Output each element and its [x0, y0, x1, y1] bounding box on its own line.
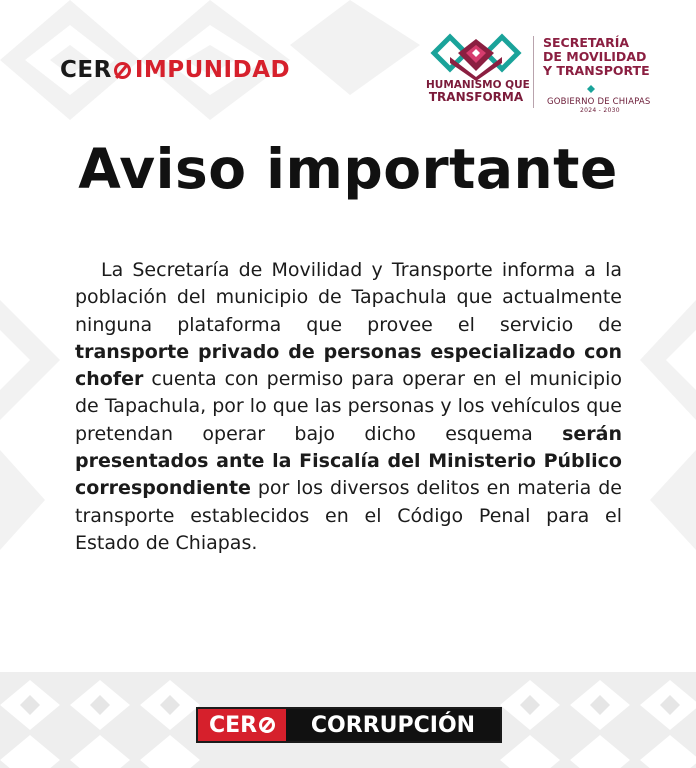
page-title: Aviso importante — [78, 137, 618, 201]
secretaria-line1: SECRETARÍA — [543, 35, 630, 50]
humanismo-line1: HUMANISMO QUE — [426, 79, 530, 91]
secretaria-line2: DE MOVILIDAD — [543, 49, 647, 64]
cero-red-block — [198, 709, 286, 741]
body-text-1: La Secretaría de Movilidad y Transporte informa a la población del municipio de Tapachula que actualmente ninguna plataforma que provee el servicio de — [75, 259, 622, 336]
years-label: 2024 - 2030 — [580, 107, 620, 114]
cero-impunidad-logo — [60, 57, 290, 83]
cero-label: CER — [60, 57, 112, 83]
body-text-2: cuenta con permiso para operar en el municipio de Tapachula, por lo que las personas y los vehículos que pretendan operar bajo dicho esquema — [75, 368, 622, 445]
secretaria-line3: Y TRANSPORTE — [543, 63, 650, 78]
body-text-3: por los diversos delitos en materia de transporte establecidos en el Código Penal para el Estado de Chiapas. — [75, 477, 622, 554]
humanismo-line2: TRANSFORMA — [428, 90, 524, 104]
notice-body — [75, 257, 622, 557]
footer-cero-slash-icon — [259, 717, 275, 733]
humanismo-text — [426, 79, 530, 104]
header — [0, 0, 696, 120]
body-bold-2: serán presentados ante la Fiscalía del Ministerio Público correspondiente — [75, 422, 622, 500]
footer-cero-label: CER — [208, 712, 258, 738]
logo-divider — [533, 36, 534, 108]
gobierno-label: GOBIERNO DE CHIAPAS — [547, 97, 651, 107]
secretaria-logo — [543, 36, 683, 114]
ornament-icon — [587, 85, 595, 93]
cero-corrupcion-badge — [196, 707, 502, 743]
impunidad-label: IMPUNIDAD — [134, 57, 291, 83]
corrupcion-label: CORRUPCIÓN — [310, 712, 476, 738]
cero-slash-icon — [114, 62, 131, 79]
corrupcion-block — [286, 709, 500, 741]
body-bold-1: transporte privado de personas especializado con chofer — [75, 340, 622, 391]
